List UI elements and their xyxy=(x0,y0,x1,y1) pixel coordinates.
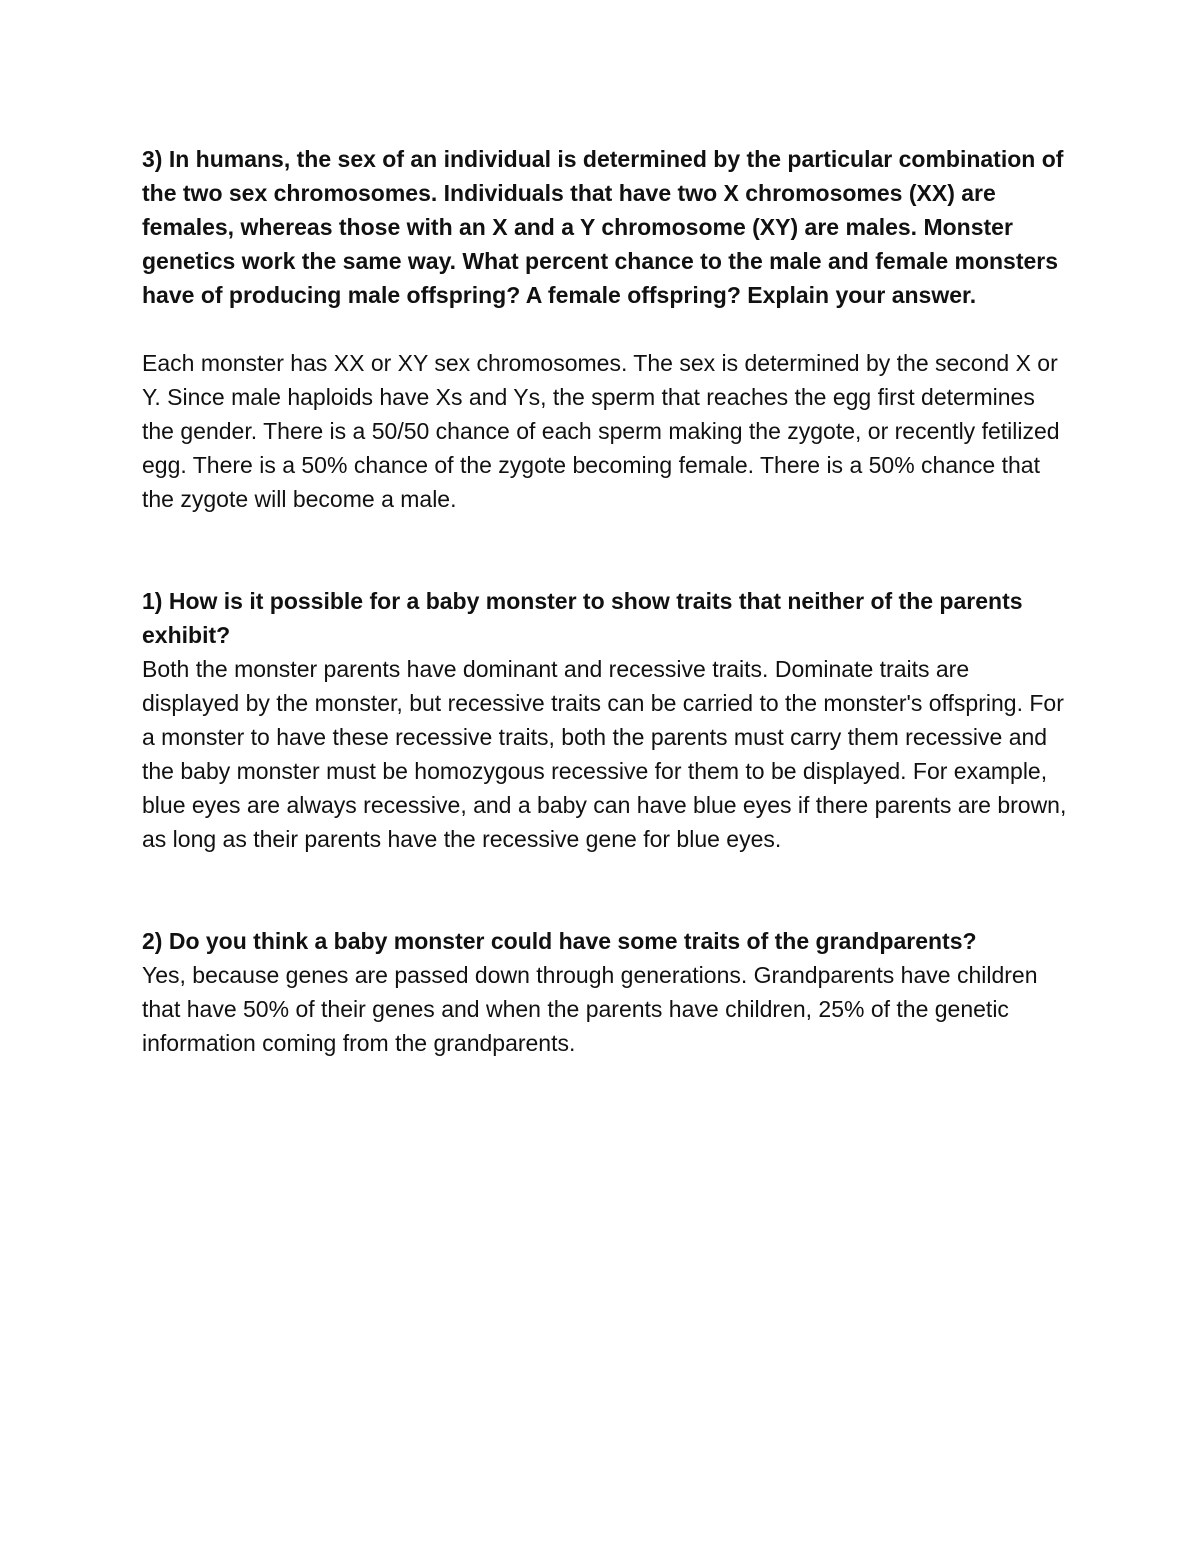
answer-2-text: Yes, because genes are passed down through generations. Grandparents have children that have 50% of their genes and when the parents have children, 25% of the genetic information coming from the grandparents. xyxy=(142,962,1038,1056)
question-block-3 xyxy=(142,142,1072,516)
question-block-2 xyxy=(142,924,1072,1060)
question-3-text: 3) In humans, the sex of an individual is determined by the particular combination of the two sex chromosomes. Individuals that have two X chromosomes (XX) are females, whereas those with an X and a Y chromosome (XY) are males. Monster genetics work the same way. What percent chance to the male and female monsters have of producing male offspring? A female offspring? Explain your answer. xyxy=(142,146,1064,308)
question-block-1 xyxy=(142,584,1072,856)
question-2-text: 2) Do you think a baby monster could have some traits of the grandparents? xyxy=(142,928,977,954)
answer-3-text: Each monster has XX or XY sex chromosomes. The sex is determined by the second X or Y. Since male haploids have Xs and Ys, the sperm that reaches the egg first determines the gender. There is a 50/50 chance of each sperm making the zygote, or recently fetilized egg. There is a 50% chance of the zygote becoming female. There is a 50% chance that the zygote will become a male. xyxy=(142,350,1060,512)
document-body xyxy=(142,142,1072,1060)
question-1-text: 1) How is it possible for a baby monster to show traits that neither of the parents exhibit? xyxy=(142,588,1023,648)
answer-1-text: Both the monster parents have dominant and recessive traits. Dominate traits are displayed by the monster, but recessive traits can be carried to the monster's offspring. For a monster to have these recessive traits, both the parents must carry them recessive and the baby monster must be homozygous recessive for them to be displayed. For example, blue eyes are always recessive, and a baby can have blue eyes if there parents are brown, as long as their parents have the recessive gene for blue eyes. xyxy=(142,656,1067,852)
